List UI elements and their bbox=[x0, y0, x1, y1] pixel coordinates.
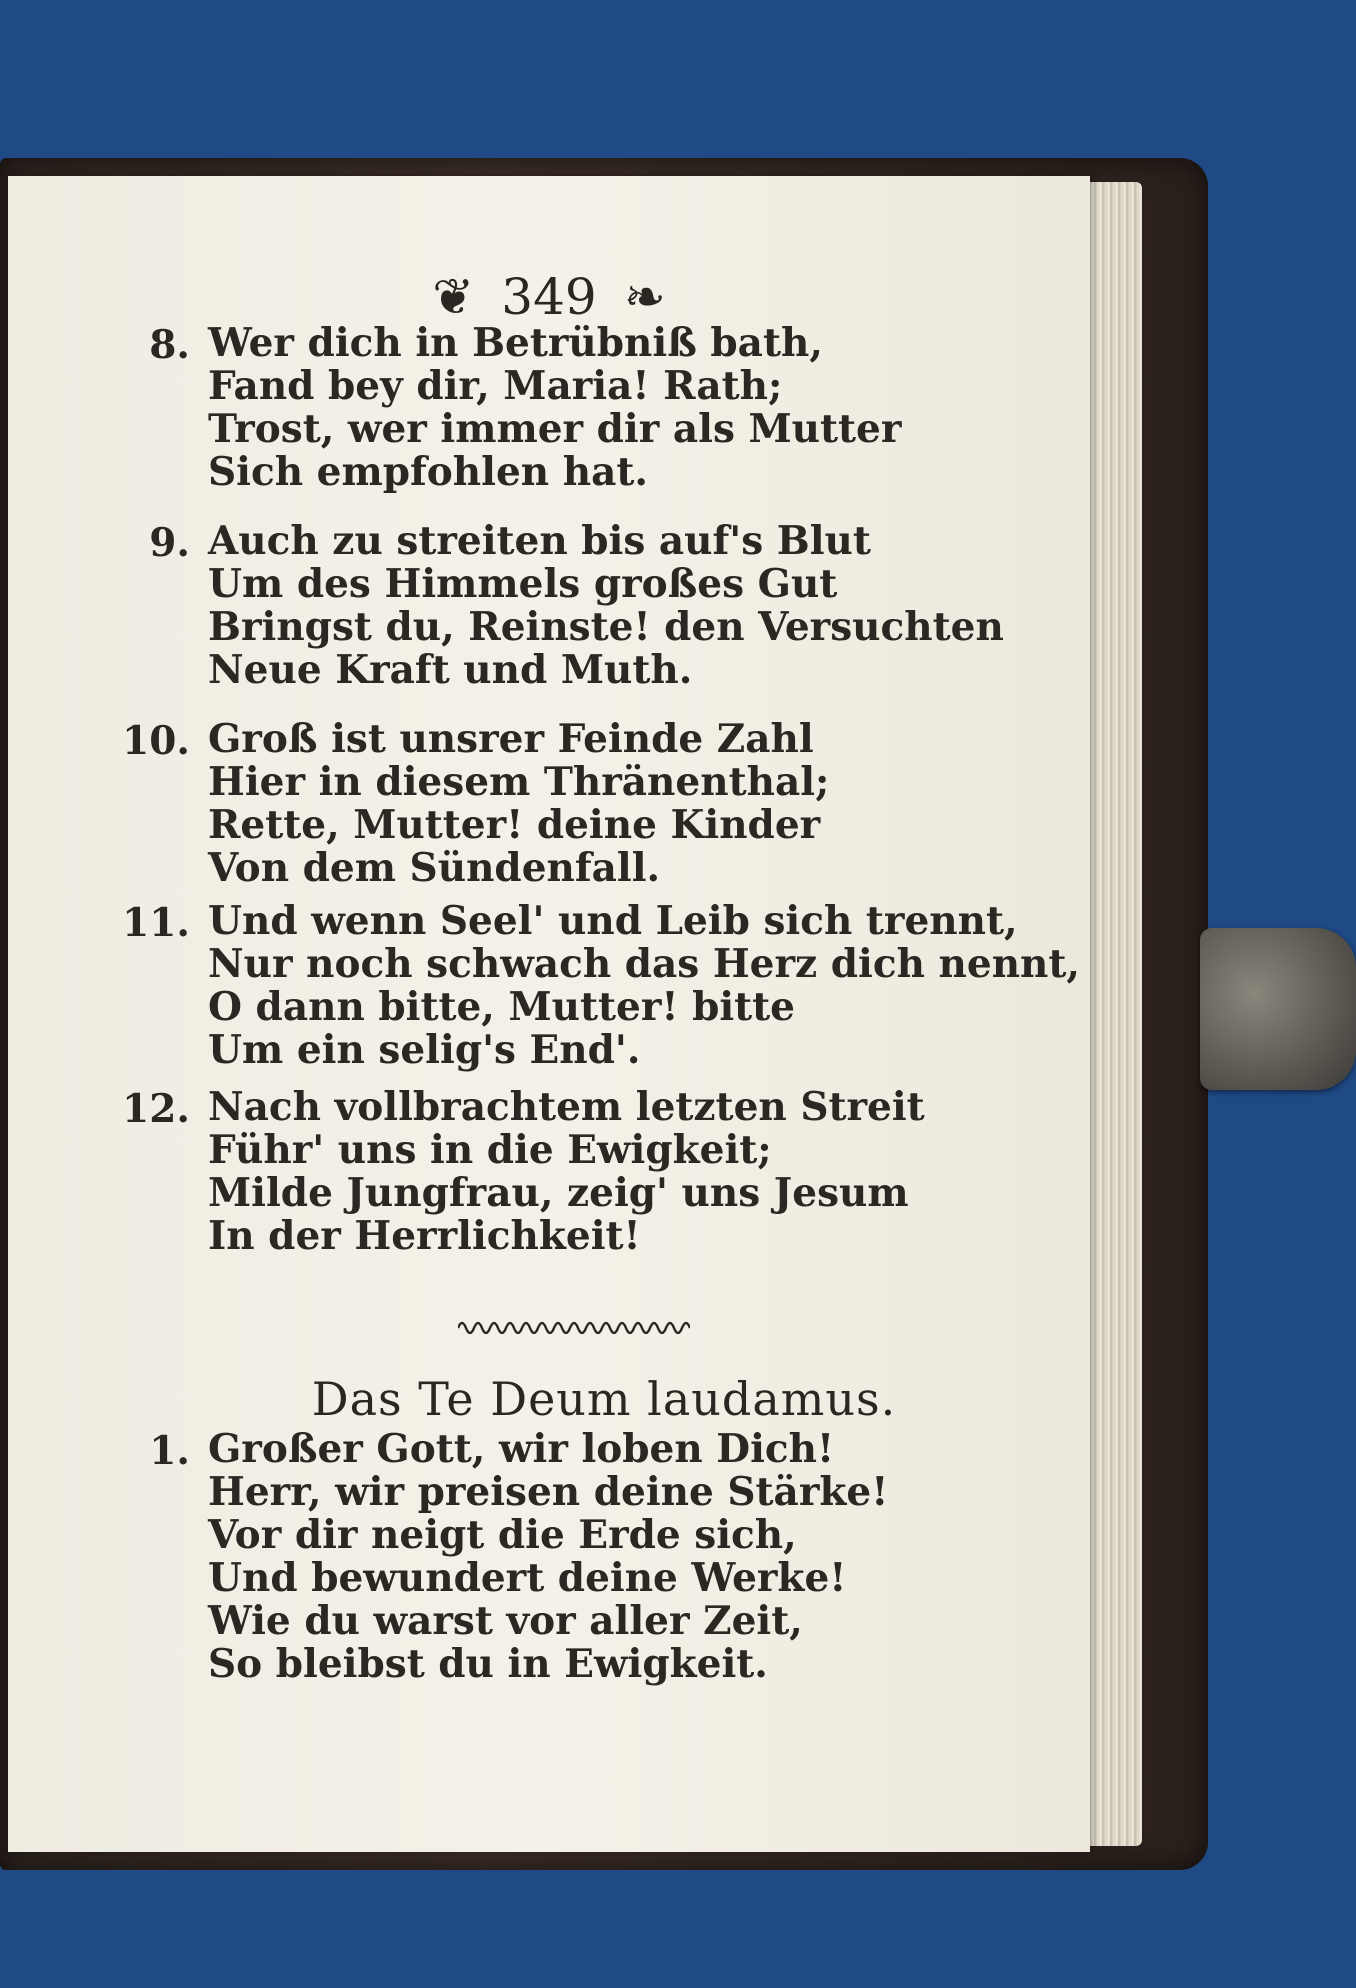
verse-line: Rette, Mutter! deine Kinder bbox=[208, 802, 821, 848]
book-page bbox=[8, 176, 1090, 1852]
verse-line: O dann bitte, Mutter! bitte bbox=[208, 984, 795, 1030]
verse-line: Um ein selig's End'. bbox=[208, 1027, 641, 1073]
verse-11 bbox=[122, 898, 1080, 1073]
verse-line: Herr, wir preisen deine Stärke! bbox=[208, 1469, 889, 1515]
verse-line: Neue Kraft und Muth. bbox=[208, 647, 693, 693]
verse-line: Führ' uns in die Ewigkeit; bbox=[208, 1127, 772, 1173]
verse-number: 10. bbox=[122, 718, 190, 764]
verse-line: Großer Gott, wir loben Dich! bbox=[208, 1426, 835, 1472]
verse-line: Wer dich in Betrübniß bath, bbox=[208, 320, 823, 366]
verse-number: 12. bbox=[122, 1086, 190, 1132]
te-deum-verse-1 bbox=[149, 1426, 889, 1687]
verse-line: Sich empfohlen hat. bbox=[208, 449, 648, 495]
section-title: Das Te Deum laudamus. bbox=[311, 1372, 897, 1426]
verse-line: So bleibst du in Ewigkeit. bbox=[208, 1641, 768, 1687]
verse-line: Hier in diesem Thränenthal; bbox=[208, 759, 830, 805]
verse-12 bbox=[122, 1084, 925, 1259]
verse-line: Nur noch schwach das Herz dich nennt, bbox=[208, 941, 1080, 987]
verse-line: Auch zu streiten bis auf's Blut bbox=[208, 518, 871, 564]
verse-line: Groß ist unsrer Feinde Zahl bbox=[208, 716, 814, 762]
verse-line: Nach vollbrachtem letzten Streit bbox=[208, 1084, 925, 1130]
verse-line: Fand bey dir, Maria! Rath; bbox=[208, 363, 783, 409]
verse-8 bbox=[149, 320, 902, 495]
verse-line: Von dem Sündenfall. bbox=[208, 845, 661, 891]
verse-10 bbox=[122, 716, 830, 891]
ornament-right-icon: ❧ bbox=[623, 268, 666, 326]
verse-line: Und bewundert deine Werke! bbox=[208, 1555, 847, 1601]
verse-line: Bringst du, Reinste! den Versuchten bbox=[208, 604, 1004, 650]
verse-line: Wie du warst vor aller Zeit, bbox=[208, 1598, 803, 1644]
wave-divider-icon bbox=[458, 1316, 690, 1334]
verse-number: 1. bbox=[149, 1428, 190, 1474]
verse-line: Milde Jungfrau, zeig' uns Jesum bbox=[208, 1170, 909, 1216]
verse-number: 9. bbox=[149, 520, 190, 566]
verse-line: Trost, wer immer dir als Mutter bbox=[208, 406, 902, 452]
verse-9 bbox=[149, 518, 1004, 693]
page-number: 349 bbox=[501, 268, 597, 326]
verse-line: In der Herrlichkeit! bbox=[208, 1213, 641, 1259]
page-header bbox=[8, 268, 1090, 326]
verse-line: Und wenn Seel' und Leib sich trennt, bbox=[208, 898, 1018, 944]
verse-line: Vor dir neigt die Erde sich, bbox=[208, 1512, 797, 1558]
ornament-left-icon: ❦ bbox=[432, 268, 475, 326]
verse-number: 11. bbox=[122, 900, 190, 946]
verse-number: 8. bbox=[149, 322, 190, 368]
verse-line: Um des Himmels großes Gut bbox=[208, 561, 838, 607]
metal-clasp bbox=[1200, 928, 1356, 1090]
